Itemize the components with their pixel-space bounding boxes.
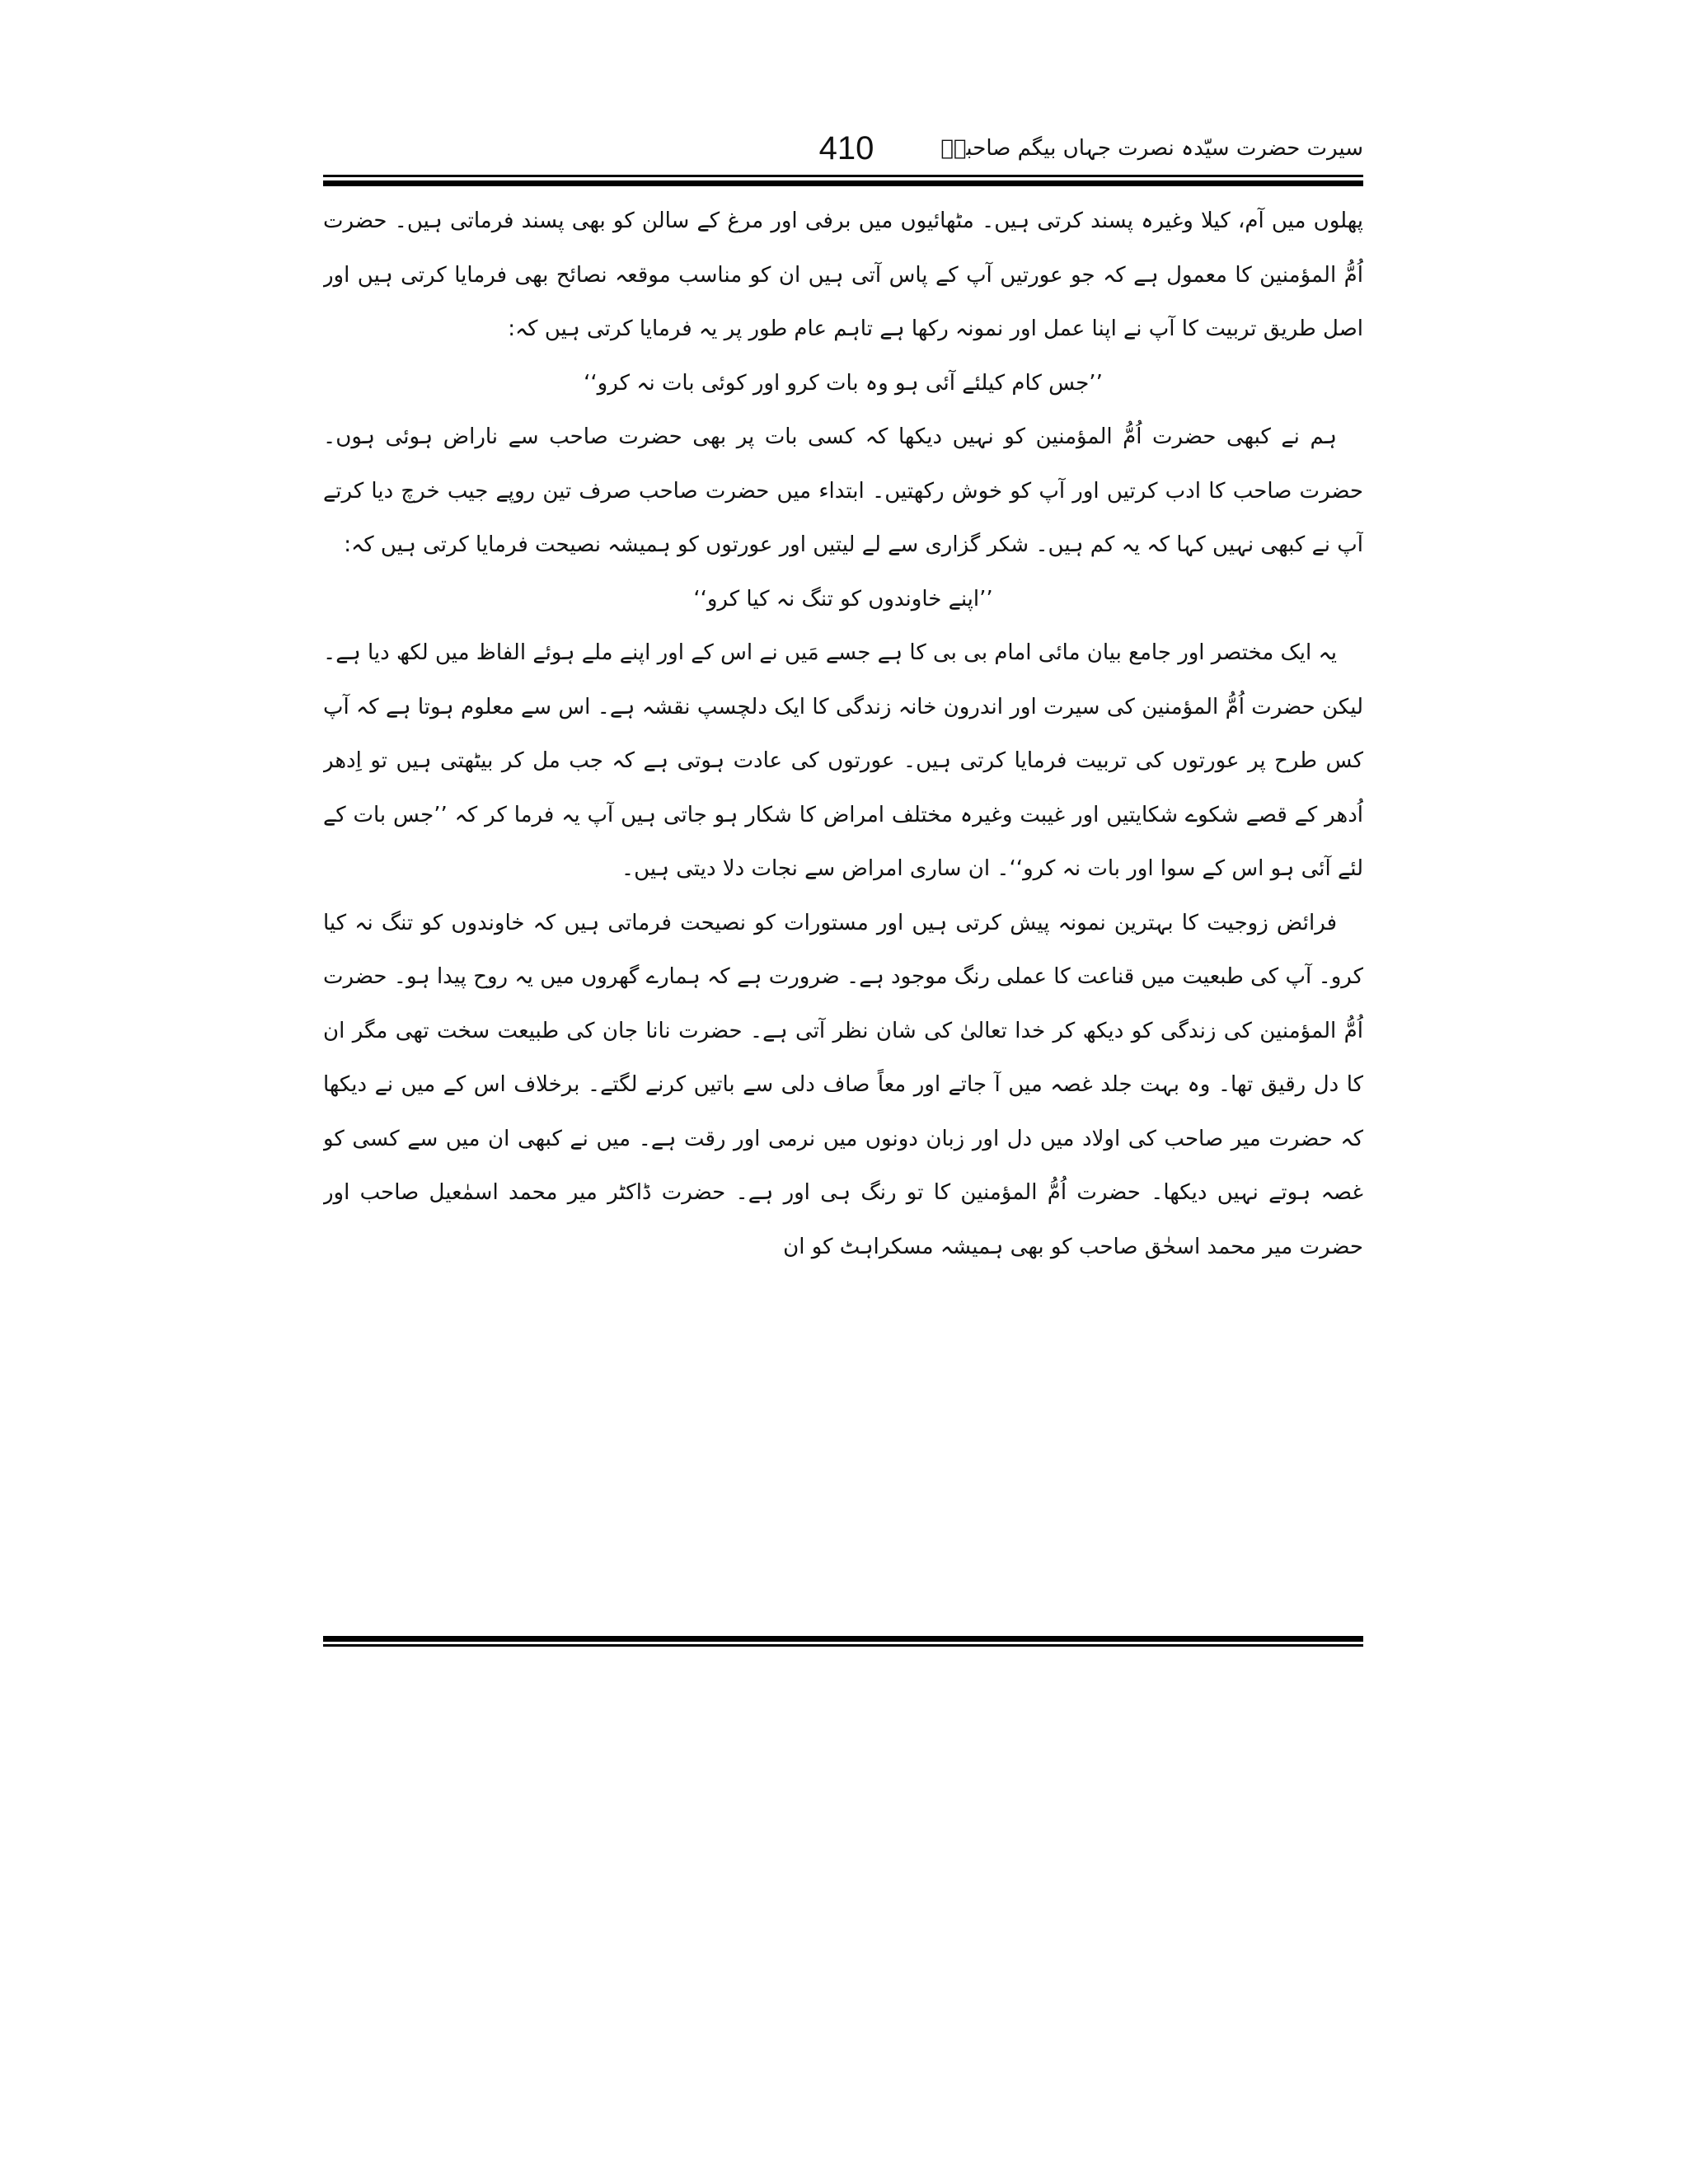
page-header bbox=[323, 124, 1363, 173]
footer-rule-thin bbox=[323, 1644, 1363, 1647]
footer-rule-thick bbox=[323, 1636, 1363, 1642]
page-body bbox=[323, 194, 1363, 1629]
page-number: 410 bbox=[818, 130, 874, 166]
header-rule-thin bbox=[323, 175, 1363, 177]
quotation: ’’جس کام کیلئے آئی ہو وہ بات کرو اور کوئی بات نہ کرو‘‘ bbox=[584, 370, 1103, 396]
paragraph: فرائض زوجیت کا بہترین نمونہ پیش کرتی ہیں اور مستورات کو نصیحت فرماتی ہیں کہ خاوندوں کو تنگ نہ کیا کرو۔ آپ کی طبعیت میں قناعت کا عملی رنگ موجود ہے۔ ضرورت ہے کہ ہمارے گھروں میں یہ روح پیدا ہو۔ حضرت اُمُّ المؤمنین کی زندگی کو دیکھ کر خدا تعالیٰ کی شان نظر آتی ہے۔ حضرت نانا جان کی طبیعت سخت تھی مگر ان کا دل رقیق تھا۔ وہ بہت جلد غصہ میں آ جاتے اور معاً صاف دلی سے باتیں کرنے لگتے۔ برخلاف اس کے میں نے دیکھا کہ حضرت میر صاحب کی اولاد میں دل اور زبان دونوں میں نرمی اور رقت ہے۔ میں نے کبھی ان میں سے کسی کو غصہ ہوتے نہیں دیکھا۔ حضرت اُمُّ المؤمنین کا تو رنگ ہی اور ہے۔ حضرت ڈاکٹر میر محمد اسمٰعیل صاحب اور حضرت میر محمد اسحٰق صاحب کو بھی ہمیشہ مسکراہٹ کو ان bbox=[323, 910, 1363, 1259]
paragraph: پھلوں میں آم، کیلا وغیرہ پسند کرتی ہیں۔ مٹھائیوں میں برفی اور مرغ کے سالن کو بھی پسند فرماتی ہیں۔ حضرت اُمُّ المؤمنین کا معمول ہے کہ جو عورتیں آپ کے پاس آتی ہیں ان کو مناسب موقعہ نصائح بھی فرمایا کرتی ہیں اور اصل طریق تربیت کا آپ نے اپنا عمل اور نمونہ رکھا ہے تاہم عام طور پر یہ فرمایا کرتی ہیں کہ: bbox=[323, 209, 1363, 341]
header-rule-thick bbox=[323, 180, 1363, 186]
quotation: ’’اپنے خاوندوں کو تنگ نہ کیا کرو‘‘ bbox=[693, 586, 993, 612]
running-title: سیرت حضرت سیّدہ نصرت جہاں بیگم صاحبہؓ bbox=[940, 136, 1363, 161]
paragraph: یہ ایک مختصر اور جامع بیان مائی امام بی بی کا ہے جسے مَیں نے اس کے اور اپنے ملے ہوئے الفاظ میں لکھ دیا ہے۔ لیکن حضرت اُمُّ المؤمنین کی سیرت اور اندرون خانہ زندگی کا ایک دلچسپ نقشہ ہے۔ اس سے معلوم ہوتا ہے کہ آپ کس طرح پر عورتوں کی تربیت فرمایا کرتی ہیں۔ عورتوں کی عادت ہوتی ہے کہ جب مل کر بیٹھتی ہیں تو اِدھر اُدھر کے قصے شکوے شکایتیں اور غیبت وغیرہ مختلف امراض کا شکار ہو جاتی ہیں آپ یہ فرما کر کہ ’’جس بات کے لئے آئی ہو اس کے سوا اور بات نہ کرو‘‘۔ ان ساری امراض سے نجات دلا دیتی ہیں۔ bbox=[323, 640, 1363, 881]
paragraph: ہم نے کبھی حضرت اُمُّ المؤمنین کو نہیں دیکھا کہ کسی بات پر بھی حضرت صاحب سے ناراض ہوئی ہوں۔ حضرت صاحب کا ادب کرتیں اور آپ کو خوش رکھتیں۔ ابتداء میں حضرت صاحب صرف تین روپے جیب خرچ دیا کرتے آپ نے کبھی نہیں کہا کہ یہ کم ہیں۔ شکر گزاری سے لے لیتیں اور عورتوں کو ہمیشہ نصیحت فرمایا کرتی ہیں کہ: bbox=[323, 424, 1363, 557]
